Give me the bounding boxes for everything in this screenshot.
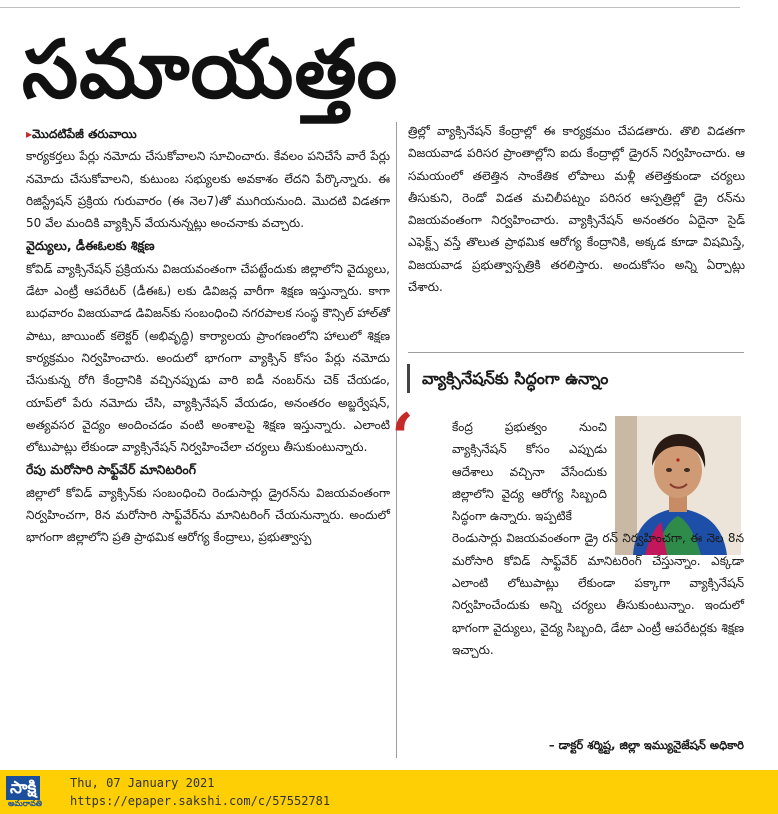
logo-subtext: అమరావతి: [8, 799, 43, 808]
byline: – డాక్టర్ శర్మిష్ట, జిల్లా ఇమ్యునైజేషన్ అధికారి: [548, 738, 744, 752]
box-title-bar: [407, 364, 410, 393]
quote-text: [452, 416, 744, 661]
right-column: [408, 120, 745, 350]
right-paragraph: త్రిల్లో వ్యాక్సినేషన్ కేంద్రాల్లో ఈ కార్యక్రమం చేపడతారు. తొలి విడతగా విజయవాడ పరిసర ప్రాంతాల్లోని ఐదు కేంద్రాల్లో డ్రైరన్ నిర్వహించారు. ఆ సమయంలో తలెత్తిన సాంకేతిక లోపాలు మళ్లీ తలెత్తకుండా చర్యలు తీసుకుని, రెండో విడత మచిలీపట్నం పరిసర ఆస్పత్రిల్లో డ్రై రన్‌ను విజయవంతంగా నిర్వహించారు. వ్యాక్సినేషన్ అనంతరం ఏదైనా సైడ్ ఎఫెక్ట్స్ వస్తే తొలుత ప్రాథమిక ఆరోగ్య కేంద్రానికి, అక్కడ కూడా విషమిస్తే, విజయవాడ ప్రభుత్వాస్పత్రికి తరలిస్తారు. అందుకోసం అన్ని ఏర్పాట్లు చేశారు.: [408, 124, 745, 295]
quote-mark-icon: ‘: [391, 399, 414, 477]
quote-text-wide: రెండుసార్లు విజయవంతంగా డ్రై రన్ నిర్వహించగా, ఈ నెల 8న మరోసారి కోవిడ్ సాఫ్ట్‌వేర్ మానిటరింగ్ చేస్తున్నాం. ఎక్కడా ఎలాంటి లోటుపాట్లు లేకుండా పక్కాగా వ్యాక్సినేషన్ నిర్వహించేందుకు అన్ని చర్యలు తీసుకుంటున్నాం. ఇందులో భాగంగా వైద్యులు, వైద్య సిబ్బంది, డేటా ఎంట్రీ ఆపరేటర్లకు శిక్షణ ఇచ్చారు.: [452, 531, 744, 657]
paragraph-3: జిల్లాలో కోవిడ్ వ్యాక్సిన్‌కు సంబంధించి రెండుసార్లు డ్రైరన్‌ను విజయవంతంగా నిర్వహించగా, 8న మరోసారి సాఫ్ట్‌వేర్‌ను మానిటరింగ్ చేయనున్నారు. అందులో భాగంగా జిల్లాలోని ప్రతి ప్రాథమిక ఆరోగ్య కేంద్రాలు, ప్రభుత్వాస్ప: [26, 485, 390, 545]
subheading-training: వైద్యులు, డీఈఓలకు శిక్షణ: [26, 238, 155, 254]
headline: సమాయత్తం: [22, 22, 399, 116]
edition-date: Thu, 07 January 2021: [70, 776, 215, 790]
paragraph-1: కార్యకర్తలు పేర్లు నమోదు చేసుకోవాలని సూచించారు. కేవలం పనిచేసే వారే పేర్లు నమోదు చేసుకోవాలని, కుటుంబ సభ్యులకు అవకాశం లేదని పేర్కొన్నారు. ఈ రిజిస్ట్రేషన్ ప్రక్రియ గురువారం (ఈ నెల7)తో ముగియనుంది. మొదటి విడతగా 50 వేల మందికి వ్యాక్సిన్ వేయనున్నట్లు అంచనాకు వచ్చారు.: [26, 149, 390, 231]
left-column: [26, 123, 390, 763]
continued-label: ▸మొదటిపేజీ తరువాయి: [26, 127, 137, 141]
box-title: వ్యాక్సినేషన్‌కు సిద్ధంగా ఉన్నాం: [422, 369, 609, 388]
sakshi-logo[interactable]: [6, 776, 64, 810]
logo-text: సాక్షి: [6, 776, 40, 800]
footer-bar: [0, 770, 778, 814]
top-rule: [0, 7, 740, 8]
arrow-icon: ▸: [26, 127, 33, 141]
box-top-rule: [408, 352, 744, 353]
quote-text-narrow: కేంద్ర ప్రభుత్వం నుంచి వ్యాక్సినేషన్ కోసం ఎప్పుడు ఆదేశాలు వచ్చినా వేసేందుకు జిల్లాలోని వైద్య ఆరోగ్య సిబ్బంది సిద్ధంగా ఉన్నారు. ఇప్పటికే: [452, 420, 607, 524]
edition-url[interactable]: https://epaper.sakshi.com/c/57552781: [70, 794, 331, 808]
subheading-monitoring: రేపు మరోసారి సాఫ్ట్‌వేర్ మానిటరింగ్: [26, 462, 197, 478]
paragraph-2: కోవిడ్ వ్యాక్సినేషన్ ప్రక్రియను విజయవంతంగా చేపట్టేందుకు జిల్లాలోని వైద్యులు, డేటా ఎంట్రీ ఆపరేటర్ (డీఈఓ) లకు డివిజన్ల వారీగా శిక్షణ ఇస్తున్నారు. కాగా బుధవారం విజయవాడ డివిజన్‌కు సంబంధించి నగరపాలక సంస్థ కౌన్సిల్ హాల్‌తో పాటు, జాయింట్ కలెక్టర్ (అభివృద్ధి) కార్యాలయ ప్రాంగణంలోని హాలులో శిక్షణ కార్యక్రమం నిర్వహించారు. అందులో భాగంగా వ్యాక్సిన్ కోసం పేర్లు నమోదు చేసుకున్న రోగి కేంద్రానికి వచ్చినప్పుడు వారి ఐడీ నంబర్‌ను చెక్ చేయడం, యాప్‌లో పేరు నమోదు చేసి, వ్యాక్సినేషన్ వేయడం, అనంతరం అబ్జర్వేషన్, అత్యవసర వైద్యం అందించడం వంటి అంశాలపై శిక్షణ ఇస్తున్నారు. ఎలాంటి లోటుపాట్లు లేకుండా వ్యాక్సినేషన్ నిర్వహించేలా చర్యలు తీసుకుంటున్నారు.: [26, 261, 390, 455]
